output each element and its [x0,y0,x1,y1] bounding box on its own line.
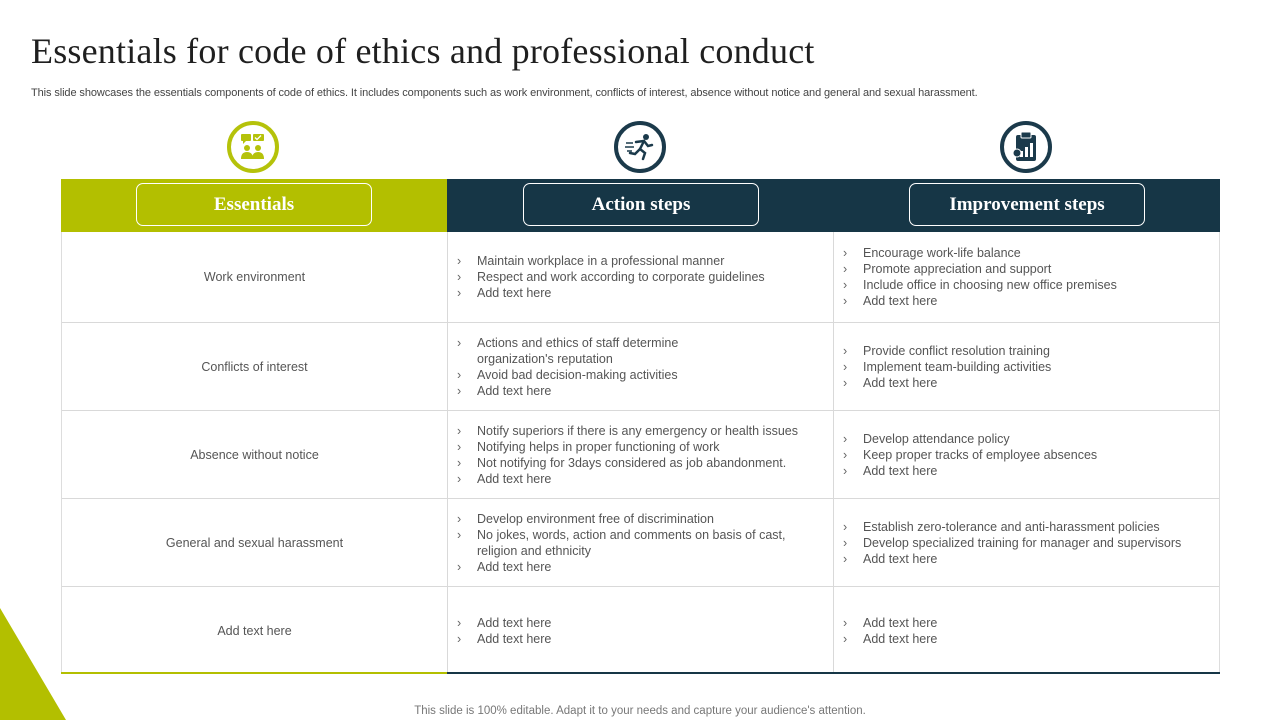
clipboard-chart-icon [1000,121,1052,173]
improvement-steps-list [834,519,1181,567]
improvement-steps-cell [834,499,1219,586]
list-item: › Promote appreciation and support [843,261,1117,277]
table-bottom-border-navy [447,672,1220,674]
list-item: › Develop environment free of discrimination [457,511,785,527]
list-item: › Add text here [843,631,937,647]
action-steps-list [448,423,798,487]
list-item: › Develop attendance policy [843,431,1097,447]
list-item: › Avoid bad decision-making activities [457,367,678,383]
list-item: › Add text here [457,383,678,399]
list-item: › Add text here [457,631,551,647]
list-item: › Add text here [457,285,765,301]
improvement-steps-list [834,615,937,647]
list-item: › Respect and work according to corporate guidelines [457,269,765,285]
list-item: › Add text here [843,463,1097,479]
essential-cell: Work environment [62,232,448,322]
improvement-steps-list [834,343,1051,391]
action-steps-list [448,253,765,301]
list-item: › Not notifying for 3days considered as job abandonment. [457,455,798,471]
essential-cell: Absence without notice [62,411,448,498]
table-row [62,587,1219,674]
action-steps-column-header: Action steps [523,183,759,226]
list-item: › Add text here [843,551,1181,567]
improvement-steps-cell [834,323,1219,410]
improvement-steps-list [834,245,1117,309]
team-chat-icon [227,121,279,173]
list-item: › No jokes, words, action and comments on basis of cast, religion and ethnicity [457,527,785,559]
action-steps-list [448,335,678,399]
essential-cell: Conflicts of interest [62,323,448,410]
action-steps-cell [448,499,834,586]
list-item: › Implement team-building activities [843,359,1051,375]
improvement-steps-list [834,431,1097,479]
improvement-steps-cell [834,587,1219,674]
list-item: › Add text here [843,615,937,631]
list-item: › Develop specialized training for manager and supervisors [843,535,1181,551]
improvement-steps-cell [834,232,1219,322]
list-item: › Add text here [457,471,798,487]
list-item: › Keep proper tracks of employee absences [843,447,1097,463]
list-item: › Add text here [843,293,1117,309]
list-item: › Add text here [457,615,551,631]
list-item: › Encourage work-life balance [843,245,1117,261]
list-item: › Include office in choosing new office premises [843,277,1117,293]
action-steps-cell [448,232,834,322]
page-subtitle: This slide showcases the essentials components of code of ethics. It includes components such as work environment, conflicts of interest, absence without notice and general and sexual harassment. [31,87,978,99]
action-steps-list [448,615,551,647]
runner-icon [614,121,666,173]
essential-cell: Add text here [62,587,448,674]
list-item: › Actions and ethics of staff determine organization's reputation [457,335,678,367]
list-item: › Establish zero-tolerance and anti-harassment policies [843,519,1181,535]
action-steps-list [448,511,785,575]
list-item: › Add text here [843,375,1051,391]
table-row [62,323,1219,411]
improvement-steps-cell [834,411,1219,498]
list-item: › Notify superiors if there is any emergency or health issues [457,423,798,439]
table-bottom-border-green [61,672,447,674]
page-title: Essentials for code of ethics and professional conduct [31,31,815,71]
corner-decoration [0,600,70,720]
list-item: › Maintain workplace in a professional manner [457,253,765,269]
improvement-steps-column-header: Improvement steps [909,183,1145,226]
action-steps-cell [448,323,834,410]
action-steps-cell [448,411,834,498]
essentials-column-header: Essentials [136,183,372,226]
table-row [62,411,1219,499]
ethics-table [61,232,1220,674]
table-row [62,499,1219,587]
footer-note: This slide is 100% editable. Adapt it to your needs and capture your audience's attention. [414,705,866,717]
action-steps-cell [448,587,834,674]
essential-cell: General and sexual harassment [62,499,448,586]
list-item: › Provide conflict resolution training [843,343,1051,359]
table-row [62,232,1219,323]
list-item: › Notifying helps in proper functioning of work [457,439,798,455]
list-item: › Add text here [457,559,785,575]
